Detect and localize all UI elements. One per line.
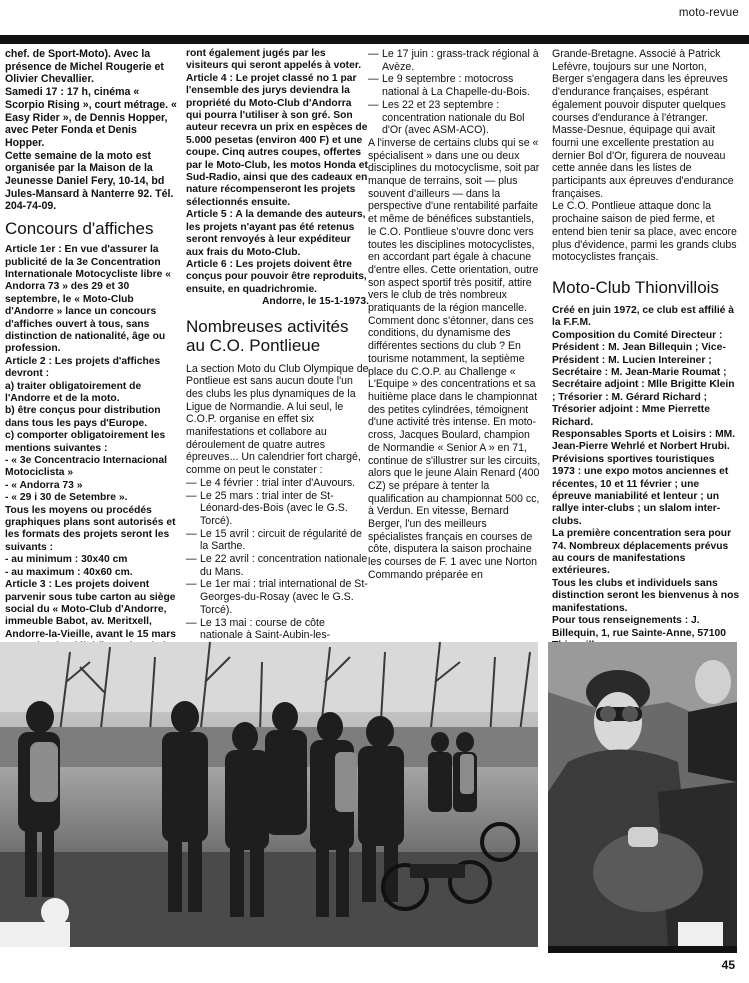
event-item: — Le 13 mai : course de côte nationale à Saint-Aubin-les- bbox=[186, 617, 369, 655]
header-rule bbox=[0, 35, 749, 44]
item-b: b) être conçus pour distribution dans tous les pays d'Europe. bbox=[5, 405, 161, 429]
format-min: - au minimum : 30x40 cm bbox=[5, 554, 128, 566]
events-list-2 bbox=[368, 48, 544, 137]
article-1: Article 1er : En vue d'assurer la publicité de la 3e Concentration Internationale Motocycliste libre « Andorra 73 » des 29 et 30 septembre, le « Moto-Club d'Andorre » lance un concours d'affiches ouvert à tous, sans distinction de nationalité, âge ou profession. bbox=[5, 244, 171, 355]
comite-paragraph: Composition du Comité Directeur : Président : M. Jean Billequin ; Vice-Président : M. Lucien Intereiner ; Secrétaire : M. Jean-Marie Roumat ; Secrétaire adjoint : Mlle Brigitte Klein ; Trésorier : M. Gérard Richard ; Trésorier adjoint : Mme Pierrette Richard. bbox=[552, 329, 735, 428]
event-item: — Le 4 février : trial inter d'Auvours. bbox=[186, 477, 369, 490]
clubs-paragraph: Tous les clubs et individuels sans distinction seront les bienvenus à nos manifestations. bbox=[552, 577, 740, 614]
pontlieue-paragraph-2: A l'inverse de certains clubs qui se « spécialisent » dans une ou deux disciplines du motocyclisme, soit par manque de terrains, soit — plus souvent d'ailleurs — dans la perspective d'une rentabilité parfaite et même de bénéfices substantiels, le C.O. Pontlieue s'ouvre donc vers toutes les disciplines motocyclistes, en accordant part égale à chacune d'entre elles. Cette orientation, outre son aspect sportif très positif, attire vers le club de très nombreux pratiquants de la région mancelle. bbox=[368, 136, 540, 315]
page-header bbox=[0, 0, 749, 40]
mention-2: - « Andorra 73 » bbox=[5, 479, 83, 491]
item-a: a) traiter obligatoirement de l'Andorre et de la moto. bbox=[5, 380, 142, 405]
pontlieue-paragraph-3: Comment donc s'étonner, dans ces conditions, du dynamisme des différentes sections du club ? En tourisme notamment, la septième place du C.O.P. au Challenge « L'Equipe » des concentrations et sa huitième place dans le championnat des petites cylindrées, témoignent d'une activité très intense. En moto-cross, Jacques Boulard, champion de Normandie « Senior A » en 71, continue de s'illustrer sur les circuits, alors que le jeune Alain Renard (400 CZ) se prépare à tenter la qualification au championnat 500 cc, à Verdun. En vitesse, Bernard Berger, l'un des meilleurs spécialistes français en courses de côte, disputera la saison prochaine les courses de F. 1 avec une Norton Commando préparée en bbox=[368, 314, 541, 581]
creation-paragraph: Créé en juin 1972, ce club est affilié à la F.F.M. bbox=[552, 304, 734, 329]
article-3: Article 3 : Les projets doivent parvenir sous tube carton au siège social du « Moto-Club d'Andorre, immeuble Babot, av. Meritxell, Andorre-la-Vieille, avant le 15 mars bbox=[5, 579, 176, 640]
contact-paragraph: Pour tous renseignements : J. Billequin, 1, rue Sainte-Anne, 57100 bbox=[552, 615, 726, 639]
continuation-paragraph: ront également jugés par les visiteurs qui seront appelés à voter. bbox=[186, 48, 362, 72]
article-2: Article 2 : Les projets d'affiches devront : bbox=[5, 355, 161, 380]
article-4: Article 4 : Le projet classé no 1 par l'ensemble des jurys deviendra la propriété du Moto-Club d'Andorra qui pourra l'utiliser à son gré. Son auteur recevra un prix en espèces de 5.000 pesetas (environ 400 F) et une coupe. Cinq autres coupes, offertes par le Moto-Club, les motos Honda et Sud-Radio, ainsi que des cadeaux en nature récompenseront les projets sélectionnés ensuite. bbox=[186, 72, 368, 208]
pontlieue-heading: Nombreuses activités au C.O. Pontlieue bbox=[186, 316, 349, 355]
previsions-paragraph: Prévisions sportives touristiques 1973 : une expo motos anciennes et récentes, 10 et 11 février ; une épreuve maniabilité et lenteur ; un rallye inter-clubs ; un slalom inter-clubs. bbox=[552, 453, 729, 527]
event-item: — Le 9 septembre : motocross national à La Chapelle-du-Bois. bbox=[368, 73, 544, 98]
article-5: Article 5 : A la demande des auteurs, les projets n'ayant pas été retenus seront renvoyés à leur expéditeur aux frais du Moto-Club. bbox=[186, 209, 366, 258]
concentration-paragraph: La première concentration sera pour 74. Nombreux déplacements prévus au cours de manifestations extérieures. bbox=[552, 528, 732, 577]
magazine-brand: moto-revue bbox=[678, 7, 739, 19]
event-item: — Le 25 mars : trial inter de St-Léonard-des-Bois (avec le G.S. Torcé). bbox=[186, 490, 369, 528]
article-6: Article 6 : Les projets doivent être conçus pour pouvoir être reproduits, ensuite, en quadrichromie. bbox=[186, 258, 367, 295]
intro-paragraph: chef. de Sport-Moto). Avec la présence de Michel Rougerie et Olivier Chevallier. bbox=[5, 48, 164, 86]
procedes-paragraph: Tous les moyens ou procédés graphiques plans sont autorisés et les formats des projets seront les suivants : bbox=[5, 504, 176, 553]
event-item: — Les 22 et 23 septembre : concentration nationale du Bol d'Or (avec ASM-ACO). bbox=[368, 99, 544, 137]
article-signature: Andorre, le 15-1-1973. bbox=[261, 296, 369, 308]
item-c: c) comporter obligatoirement les mentions suivantes : bbox=[5, 430, 166, 454]
event-item: — Le 22 avril : concentration nationale du Mans. bbox=[186, 553, 369, 578]
column-2 bbox=[186, 48, 369, 655]
pontlieue-conclusion: Le C.O. Pontlieue attaque donc la prochaine saison de pied ferme, et entend bien tenir sa place, avec encore plus d'évidence, parmi les grands clubs motocyclistes français. bbox=[552, 200, 737, 264]
photo-rule bbox=[548, 946, 737, 953]
concours-heading: Concours d'affiches bbox=[5, 219, 154, 239]
event-item: — Le 1er mai : trial international de St-Georges-du-Rosay (avec le G.S. Torcé). bbox=[186, 578, 369, 616]
page-number: 45 bbox=[721, 958, 735, 972]
events-list-1 bbox=[186, 477, 369, 655]
mention-3: - « 29 i 30 de Setembre ». bbox=[5, 492, 128, 504]
samedi-paragraph: Samedi 17 : 17 h, cinéma « Scorpio Rising », court métrage. « Easy Rider », de Dennis Hopper, avec Peter Fonda et Denis Hopper. bbox=[5, 86, 177, 149]
thionvillois-heading: Moto-Club Thionvillois bbox=[552, 277, 719, 297]
event-item: — Le 17 juin : grass-track régional à Avèze. bbox=[368, 48, 544, 73]
event-item: — Le 15 avril : circuit de régularité de la Sarthe. bbox=[186, 528, 369, 553]
column-3 bbox=[368, 48, 544, 582]
crowd-photo bbox=[0, 642, 538, 947]
mention-1: - « 3e Concentracio Internacional Motociclista » bbox=[5, 455, 167, 479]
semaine-paragraph: Cette semaine de la moto est organisée par la Maison de la Jeunesse Daniel Fery, 10-14, bd Jules-Mansard à Nanterre 92. Tél. 204-74-09. bbox=[5, 149, 174, 213]
crowd-photo-drawing bbox=[0, 642, 538, 947]
rider-photo-drawing bbox=[548, 642, 737, 947]
column-4 bbox=[552, 48, 740, 652]
format-max: - au maximum : 40x60 cm. bbox=[5, 566, 133, 578]
rider-photo bbox=[548, 642, 737, 947]
pontlieue-intro: La section Moto du Club Olympique de Pontlieue est sans aucun doute l'un des clubs les plus dynamiques de la Ligue de Normandie. A lui seul, le C.O.P. organise en effet six manifestations et collabore au déroulement de quatre autres épreuves... Un calendrier fort chargé, comme on peut le constater : bbox=[186, 362, 369, 477]
berger-paragraph: Grande-Bretagne. Associé à Patrick Lefèvre, toujours sur une Norton, Berger s'engagera dans les épreuves d'endurance françaises, espérant également pouvoir disputer quelques courses d'endurance à l'étranger. Masse-Desnue, équipage qui avait fourni une excellente prestation au dernier Bol d'Or, figurera de nouveau cette année dans les listes de participants aux épreuves d'endurance françaises. bbox=[552, 48, 734, 200]
responsables-paragraph: Responsables Sports et Loisirs : MM. Jean-Pierre Wehrlé et Norbert Hrubi. bbox=[552, 429, 736, 453]
